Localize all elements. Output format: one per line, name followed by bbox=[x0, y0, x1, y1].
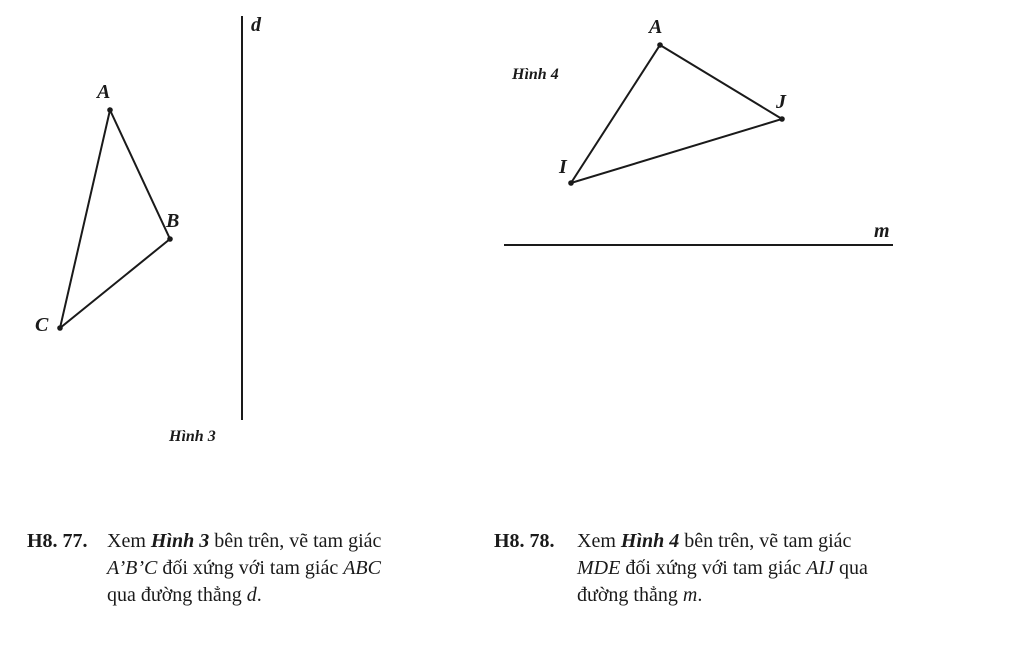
word: giác bbox=[304, 557, 339, 579]
word: xứng bbox=[655, 557, 697, 579]
word: bên bbox=[214, 530, 244, 552]
figure-reference: Hình 4 bbox=[620, 530, 680, 552]
figure-4 bbox=[504, 16, 893, 245]
line-variable: d bbox=[246, 584, 257, 606]
word: tam bbox=[269, 557, 300, 579]
label-c-fig3: C bbox=[35, 314, 49, 336]
label-a-fig3: A bbox=[97, 81, 111, 103]
point-j-fig4 bbox=[779, 116, 785, 122]
label-j-fig4: J bbox=[776, 91, 786, 113]
word: vẽ bbox=[759, 530, 779, 552]
line-m-label: m bbox=[874, 220, 890, 242]
word: tam bbox=[783, 530, 814, 552]
word: Xem bbox=[107, 530, 146, 552]
problem-line-2 bbox=[577, 555, 939, 582]
line-text: đường thẳng bbox=[577, 584, 678, 606]
word: đối bbox=[162, 557, 188, 579]
word: qua bbox=[838, 557, 868, 579]
figure-3 bbox=[35, 14, 262, 445]
word: giác bbox=[348, 530, 382, 552]
triangle-aij bbox=[571, 45, 782, 183]
label-i-fig4: I bbox=[559, 156, 567, 178]
label-b-fig3: B bbox=[166, 210, 180, 232]
problem-line-3 bbox=[107, 582, 475, 609]
problem-text bbox=[577, 528, 939, 609]
point-c-fig3 bbox=[57, 325, 63, 331]
problem-line-1 bbox=[577, 528, 939, 555]
line-text: qua đường thẳng bbox=[107, 584, 242, 606]
problem-number: H8. 77. bbox=[27, 530, 88, 552]
label-a-fig4: A bbox=[649, 16, 663, 38]
word: với bbox=[238, 557, 265, 579]
line-d-label: d bbox=[251, 14, 261, 36]
point-a-fig4 bbox=[657, 42, 663, 48]
word: Xem bbox=[577, 530, 616, 552]
triangle-name: MDE bbox=[577, 557, 621, 579]
word: với bbox=[701, 557, 728, 579]
word: giác bbox=[767, 557, 802, 579]
word: trên, bbox=[718, 530, 755, 552]
line-variable: m bbox=[682, 584, 698, 606]
triangle-name: A’B’C bbox=[107, 557, 158, 579]
triangle-name: ABC bbox=[343, 557, 381, 579]
word: tam bbox=[732, 557, 763, 579]
figure-reference: Hình 3 bbox=[150, 530, 210, 552]
word: trên, bbox=[248, 530, 285, 552]
problem-line-1 bbox=[107, 528, 475, 555]
problem-line-3 bbox=[577, 582, 939, 609]
figure-3-caption: Hình 3 bbox=[169, 428, 216, 445]
problem-number: H8. 78. bbox=[494, 530, 555, 552]
problem-text bbox=[107, 528, 475, 609]
figure-4-caption: Hình 4 bbox=[512, 66, 559, 83]
word: đối bbox=[625, 557, 651, 579]
word: vẽ bbox=[289, 530, 309, 552]
point-i-fig4 bbox=[568, 180, 574, 186]
period: . bbox=[256, 584, 262, 606]
point-b-fig3 bbox=[167, 236, 173, 242]
word: xứng bbox=[192, 557, 234, 579]
triangle-name: AIJ bbox=[806, 557, 834, 579]
word: bên bbox=[684, 530, 714, 552]
period: . bbox=[697, 584, 703, 606]
word: tam bbox=[313, 530, 344, 552]
triangle-abc bbox=[60, 110, 170, 328]
problem-line-2 bbox=[107, 555, 475, 582]
point-a-fig3 bbox=[107, 107, 113, 113]
word: giác bbox=[818, 530, 852, 552]
